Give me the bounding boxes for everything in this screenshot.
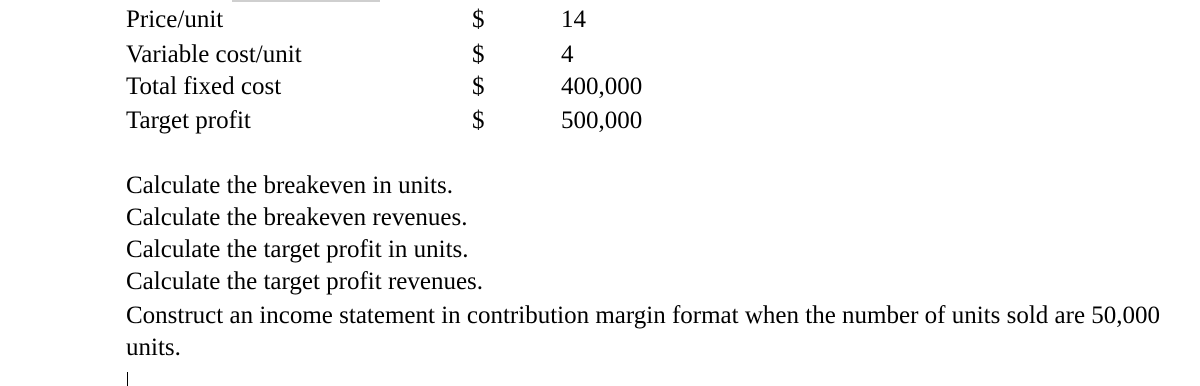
question-item: Construct an income statement in contribution margin format when the number of units sold are 50,000 units. xyxy=(126,302,1161,361)
question-item: Calculate the target profit in units. xyxy=(126,236,469,263)
text-cursor xyxy=(127,372,128,386)
question-item: Calculate the target profit revenues. xyxy=(126,268,484,295)
row-label: Target profit xyxy=(126,107,251,134)
currency-symbol: $ xyxy=(472,41,485,68)
row-value: 400,000 xyxy=(561,73,643,100)
cropped-top-rule xyxy=(232,0,380,2)
row-value: 4 xyxy=(561,41,574,68)
question-list xyxy=(126,172,1166,364)
row-label: Total fixed cost xyxy=(126,73,282,100)
row-value: 500,000 xyxy=(561,107,643,134)
question-item: Calculate the breakeven in units. xyxy=(126,172,453,199)
currency-symbol: $ xyxy=(472,73,485,100)
currency-symbol: $ xyxy=(472,107,485,134)
currency-symbol: $ xyxy=(472,6,485,33)
question-item: Calculate the breakeven revenues. xyxy=(126,204,468,231)
row-label: Price/unit xyxy=(126,6,224,33)
row-value: 14 xyxy=(561,6,586,33)
row-label: Variable cost/unit xyxy=(126,41,302,68)
